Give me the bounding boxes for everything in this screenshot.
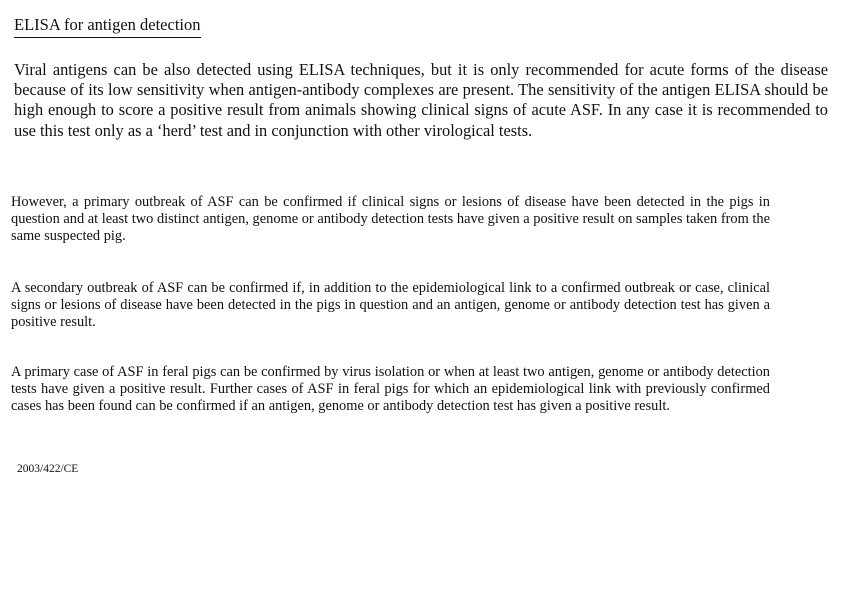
- feral-pigs-paragraph: A primary case of ASF in feral pigs can be confirmed by virus isolation or when at least two antigen, genome or antibody detection tests have given a positive result. Further cases of ASF in feral pigs for which an epidemiological link with previously confirmed cases has been found can be confirmed if an antigen, genome or antibody detection test has given a positive result.: [11, 364, 770, 415]
- section-heading: ELISA for antigen detection: [14, 14, 201, 38]
- primary-outbreak-paragraph: However, a primary outbreak of ASF can be confirmed if clinical signs or lesions of disease have been detected in the pigs in question and at least two distinct antigen, genome or antibody detection tests have given a positive result on samples taken from the same suspected pig.: [11, 194, 770, 245]
- reference-code: 2003/422/CE: [17, 463, 79, 475]
- intro-paragraph: Viral antigens can be also detected using ELISA techniques, but it is only recommended for acute forms of the disease because of its low sensitivity when antigen-antibody complexes are present. The sensitivity of the antigen ELISA should be high enough to score a positive result from animals showing clinical signs of acute ASF. In any case it is recommended to use this test only as a ‘herd’ test and in conjunction with other virological tests.: [14, 60, 828, 140]
- secondary-outbreak-paragraph: A secondary outbreak of ASF can be confirmed if, in addition to the epidemiological link to a confirmed outbreak or case, clinical signs or lesions of disease have been detected in the pigs in question and an antigen, genome or antibody detection test has given a positive result.: [11, 280, 770, 331]
